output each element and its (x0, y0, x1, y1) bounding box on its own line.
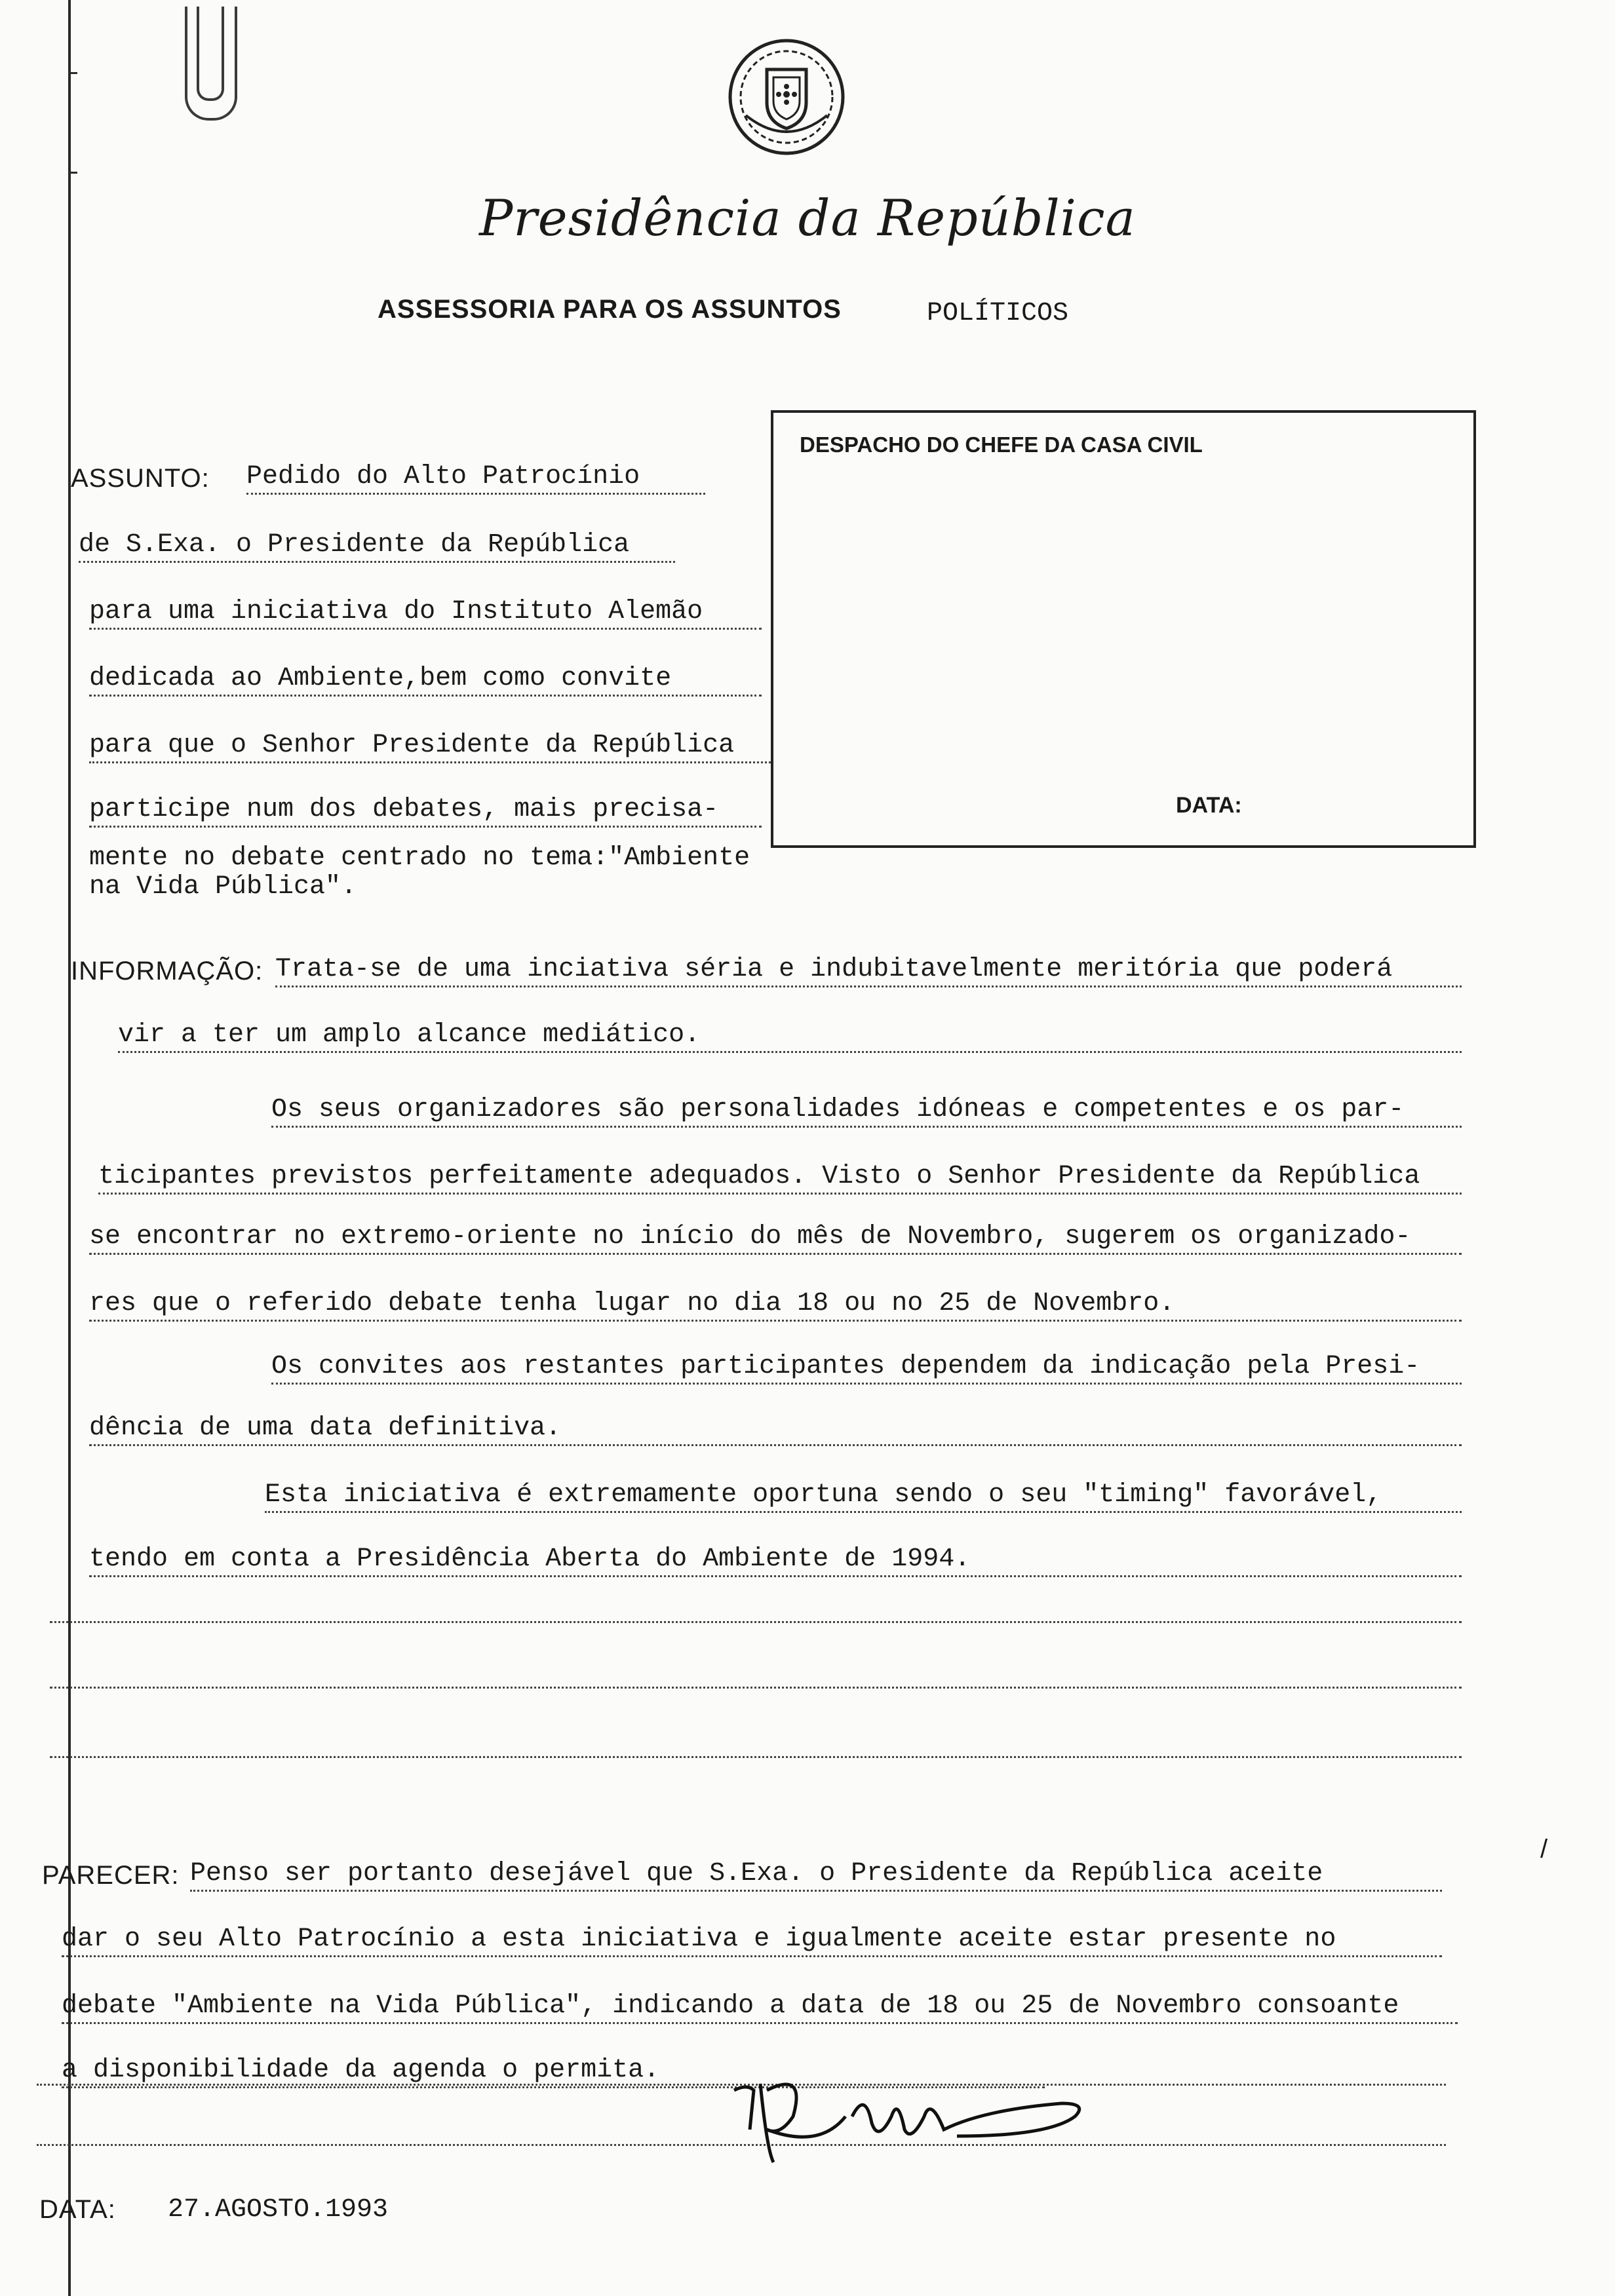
assunto-line: dedicada ao Ambiente,bem como convite (89, 666, 762, 697)
informacao-line: se encontrar no extremo-oriente no início do mês de Novembro, sugerem os organizado- (89, 1224, 1462, 1255)
informacao-label: INFORMAÇÃO: (71, 957, 263, 985)
department-suffix: POLÍTICOS (927, 299, 1069, 328)
margin-mark: / (1540, 1835, 1548, 1864)
footer-date-label: DATA: (39, 2195, 116, 2224)
assunto-line: Pedido do Alto Patrocínio (246, 464, 705, 495)
parecer-line: Penso ser portanto desejável que S.Exa. o Presidente da República aceite (190, 1861, 1442, 1892)
parecer-label: PARECER: (42, 1861, 180, 1890)
blank-line (50, 1621, 1462, 1623)
despacho-box (771, 410, 1476, 848)
margin-tick (68, 72, 77, 74)
despacho-title: DESPACHO DO CHEFE DA CASA CIVIL (800, 432, 1203, 457)
informacao-line: ticipantes previstos perfeitamente adequados. Visto o Senhor Presidente da República (98, 1164, 1462, 1195)
informacao-line: res que o referido debate tenha lugar no dia 18 ou no 25 de Novembro. (89, 1291, 1462, 1322)
assunto-line: para que o Senhor Presidente da República (89, 733, 771, 763)
coat-of-arms-icon (726, 37, 847, 157)
assunto-line: na Vida Pública". (89, 872, 357, 902)
informacao-line: tendo em conta a Presidência Aberta do Ambiente de 1994. (89, 1546, 1462, 1577)
paper-clip-inner (197, 7, 224, 101)
parecer-line: dar o seu Alto Patrocínio a esta iniciativa e igualmente aceite estar presente no (62, 1926, 1442, 1957)
assunto-line: mente no debate centrado no tema:"Ambiente (89, 843, 750, 873)
signature-icon (728, 2064, 1121, 2182)
informacao-line: Os seus organizadores são personalidades idóneas e competentes e os par- (271, 1097, 1462, 1128)
parecer-line: a disponibilidade da agenda o permita. (62, 2057, 1045, 2088)
despacho-date-label: DATA: (1176, 793, 1242, 818)
margin-tick (68, 172, 77, 174)
office-title: Presidência da República (479, 189, 1136, 247)
informacao-line: Esta iniciativa é extremamente oportuna sendo o seu "timing" favorável, (265, 1482, 1462, 1513)
blank-line (50, 1756, 1462, 1758)
parecer-line: debate "Ambiente na Vida Pública", indicando a data de 18 ou 25 de Novembro consoante (62, 1993, 1458, 2024)
assunto-line: participe num dos debates, mais precisa- (89, 797, 762, 828)
informacao-line: vir a ter um amplo alcance mediático. (118, 1022, 1462, 1053)
informacao-line: Os convites aos restantes participantes dependem da indicação pela Presi- (271, 1354, 1462, 1385)
footer-date-value: 27.AGOSTO.1993 (168, 2195, 389, 2225)
blank-line (50, 1687, 1462, 1689)
department-title: ASSESSORIA PARA OS ASSUNTOS (378, 295, 842, 324)
informacao-line: Trata-se de uma inciativa séria e indubitavelmente meritória que poderá (275, 957, 1462, 987)
assunto-line: para uma iniciativa do Instituto Alemão (89, 599, 762, 630)
informacao-line: dência de uma data definitiva. (89, 1415, 1462, 1446)
assunto-line: de S.Exa. o Presidente da República (79, 532, 675, 563)
assunto-label: ASSUNTO: (71, 464, 210, 493)
